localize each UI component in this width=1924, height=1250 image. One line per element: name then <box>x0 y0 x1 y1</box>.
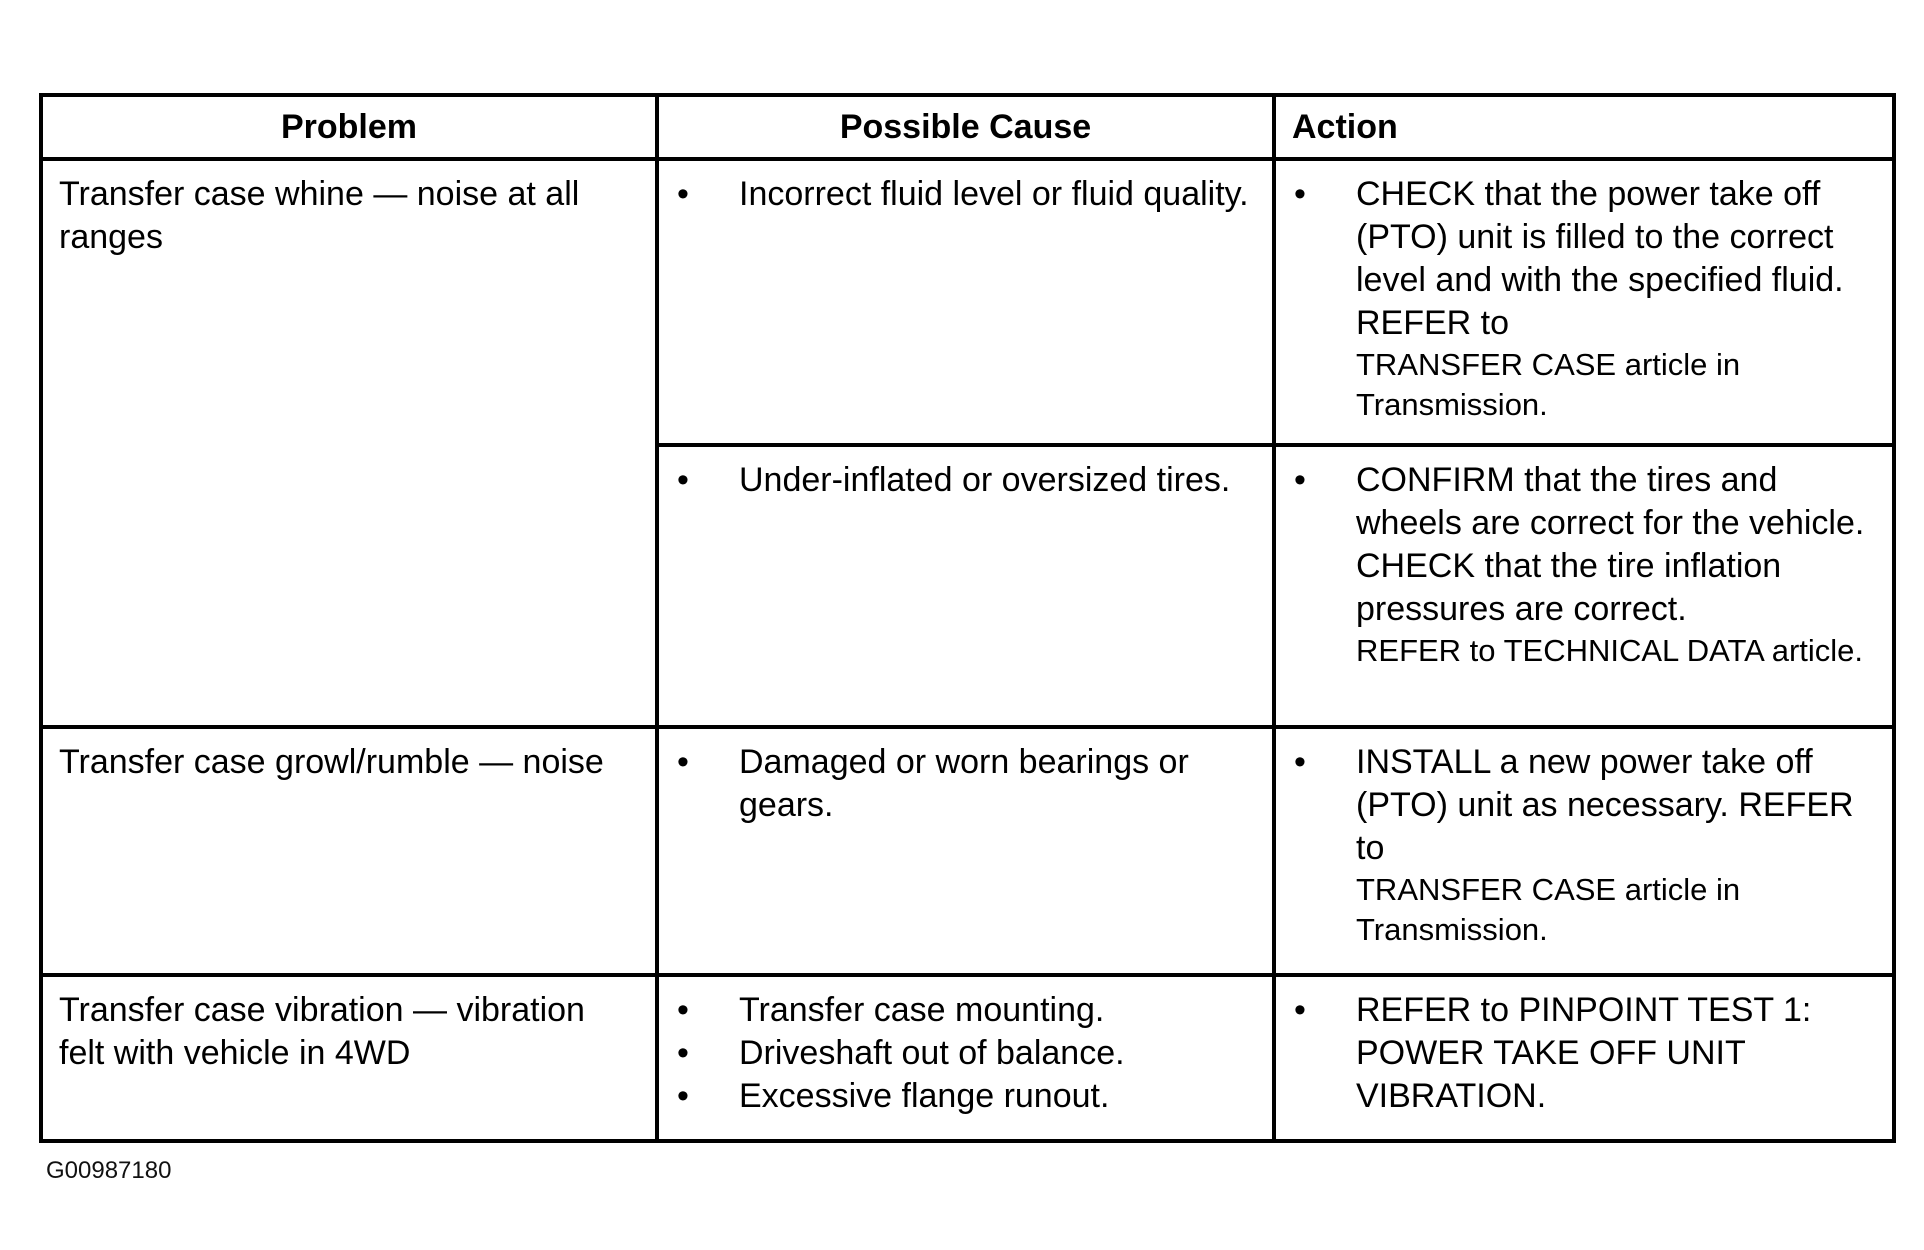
bullet-icon: • <box>677 991 689 1029</box>
cause-list <box>659 161 1272 234</box>
problem-cell <box>41 727 657 975</box>
bullet-icon: • <box>1294 991 1306 1029</box>
diagnostic-table <box>39 93 1896 1143</box>
bullet-icon: • <box>677 461 689 499</box>
figure-id: G00987180 <box>46 1157 172 1184</box>
action-item <box>1292 459 1876 671</box>
action-list <box>1276 161 1892 443</box>
action-cell <box>1274 975 1894 1141</box>
action-reference-note: REFER to TECHNICAL DATA article. <box>1356 633 1864 668</box>
action-item <box>1292 989 1876 1118</box>
cause-text: Driveshaft out of balance. <box>739 1034 1125 1072</box>
cause-item <box>675 459 1256 502</box>
problem-cell <box>41 975 657 1141</box>
action-item <box>1292 173 1876 425</box>
cause-text: Excessive flange runout. <box>739 1077 1110 1115</box>
bullet-icon: • <box>1294 743 1306 781</box>
problem-text: Transfer case whine — noise at all ranges <box>59 175 580 256</box>
action-cell <box>1274 159 1894 445</box>
action-item <box>1292 741 1876 950</box>
action-list <box>1276 729 1892 968</box>
bullet-icon: • <box>1294 175 1306 213</box>
table-row <box>41 159 1894 445</box>
bullet-icon: • <box>677 1077 689 1115</box>
cause-list <box>659 977 1272 1136</box>
table-row <box>41 975 1894 1141</box>
cause-list <box>659 447 1272 520</box>
action-cell <box>1274 445 1894 727</box>
problem-text: Transfer case vibration — vibration felt with vehicle in 4WD <box>59 991 585 1072</box>
table-row <box>41 727 1894 975</box>
table-header-row <box>41 95 1894 159</box>
header-possible-cause: Possible Cause <box>657 95 1274 159</box>
cause-text: Under-inflated or oversized tires. <box>739 461 1231 499</box>
cause-cell <box>657 159 1274 445</box>
cause-item <box>675 1032 1256 1075</box>
cause-cell <box>657 727 1274 975</box>
bullet-icon: • <box>1294 461 1306 499</box>
action-text: CHECK that the power take off (PTO) unit is filled to the correct level and with the specified fluid. REFER to <box>1356 175 1844 342</box>
header-action: Action <box>1274 95 1894 159</box>
cause-text: Incorrect fluid level or fluid quality. <box>739 175 1249 213</box>
action-text: INSTALL a new power take off (PTO) unit as necessary. REFER to <box>1356 743 1854 867</box>
cause-text: Transfer case mounting. <box>739 991 1105 1029</box>
cause-item <box>675 173 1256 216</box>
cause-item <box>675 989 1256 1032</box>
cause-list <box>659 729 1272 845</box>
bullet-icon: • <box>677 743 689 781</box>
bullet-icon: • <box>677 175 689 213</box>
cause-text: Damaged or worn bearings or gears. <box>739 743 1189 824</box>
bullet-icon: • <box>677 1034 689 1072</box>
cause-item <box>675 1075 1256 1118</box>
problem-cell <box>41 159 657 727</box>
action-text: REFER to PINPOINT TEST 1: POWER TAKE OFF UNIT VIBRATION. <box>1356 991 1812 1115</box>
action-list <box>1276 977 1892 1136</box>
action-text: CONFIRM that the tires and wheels are correct for the vehicle. CHECK that the tire inflation pressures are correct. <box>1356 461 1865 628</box>
cause-cell <box>657 975 1274 1141</box>
action-reference-note: TRANSFER CASE article in Transmission. <box>1356 872 1741 947</box>
header-problem: Problem <box>41 95 657 159</box>
problem-text: Transfer case growl/rumble — noise <box>59 743 604 781</box>
action-list <box>1276 447 1892 689</box>
action-reference-note: TRANSFER CASE article in Transmission. <box>1356 347 1741 422</box>
action-cell <box>1274 727 1894 975</box>
cause-item <box>675 741 1256 827</box>
cause-cell <box>657 445 1274 727</box>
